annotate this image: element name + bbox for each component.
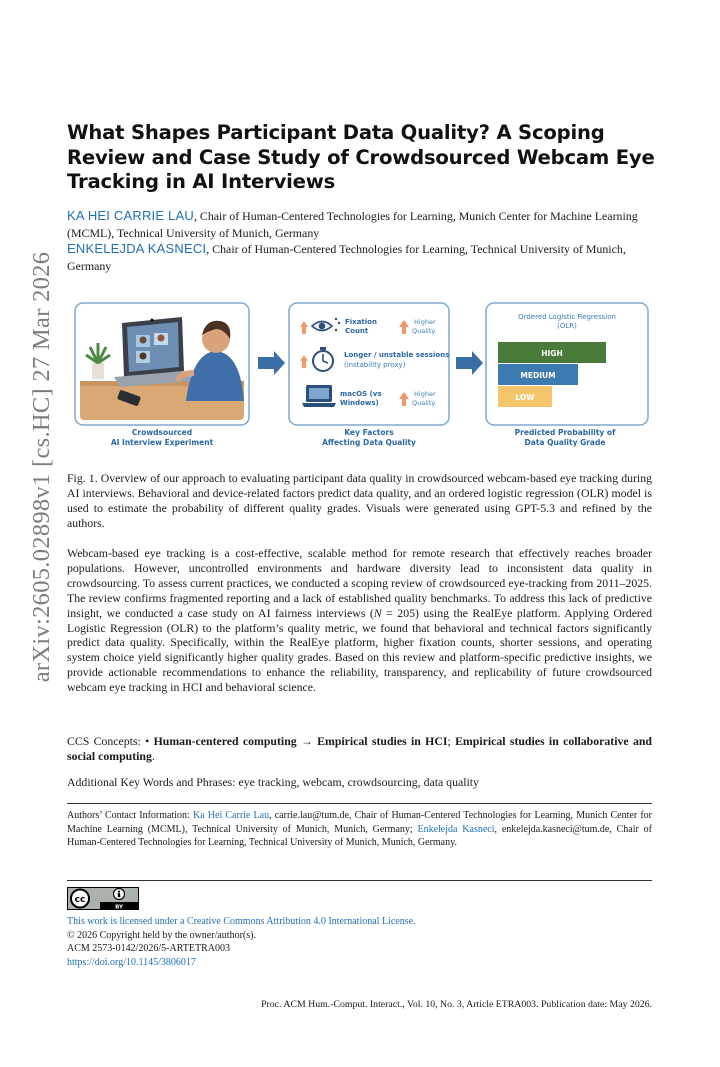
copyright-line: © 2026 Copyright held by the owner/author(s). xyxy=(67,929,256,941)
cc-icon xyxy=(71,890,89,908)
panel3-label-line2: Data Quality Grade xyxy=(524,438,606,447)
contact-label: Authors’ Contact Information: xyxy=(67,810,193,821)
author-1-link[interactable]: Ka Hei Carrie Lau xyxy=(192,810,270,821)
author-name[interactable]: ENKELEJDA KASNECI xyxy=(67,241,207,256)
factor-text-line2: Windows) xyxy=(340,399,379,407)
grade-label-medium: MEDIUM xyxy=(520,371,556,380)
doi-link[interactable]: https://doi.org/10.1145/3806017 xyxy=(67,956,196,968)
panel2-label-line2: Affecting Data Quality xyxy=(322,438,416,447)
sample-size-symbol: N xyxy=(373,605,382,620)
panel-interview-experiment xyxy=(75,303,249,447)
keywords: Additional Key Words and Phrases: eye tracking, webcam, crowdsourcing, data quality xyxy=(67,775,479,789)
olr-title-line2: (OLR) xyxy=(557,322,577,330)
abstract xyxy=(67,546,652,695)
panel1-label-line1: Crowdsourced xyxy=(131,428,193,437)
panel1-label-line2: AI Interview Experiment xyxy=(110,438,214,447)
olr-title-line1: Ordered Logistic Regression xyxy=(518,313,616,321)
license-block xyxy=(67,915,652,969)
factor-text-line1: macOS (vs xyxy=(340,390,382,398)
cc-by-badge-graphic xyxy=(67,887,139,910)
author-affiliation: , Chair of Human-Centered Technologies for Learning, Technical University of Munich, Germany xyxy=(67,242,626,273)
cc-badge-by: BY xyxy=(115,904,123,910)
contact-details-1: , carrie.lau@tum.de, Chair of Human-Centered Technologies for Learning, Munich Center for Machine Learning (MCML), Technical University of Munich, Munich, Germany; xyxy=(67,810,652,835)
ccs-bullet: • xyxy=(145,734,154,748)
ccs-label: CCS Concepts: xyxy=(67,734,146,748)
abstract-text-part1: Webcam-based eye tracking is a cost-effective, scalable method for remote research that effectively reaches broader populations. However, uncontrolled environments and hardware diversity lead to inconsistent data quality in crowdsourcing. To assess current practices, we conducted a scoping review of crowdsourced eye-tracking from 2011–2025. The review confirms fragmented reporting and a lack of established quality benchmarks. To address this lack of predictive insight, we conducted a case study on AI fairness interviews ( xyxy=(67,546,652,620)
cc-by-badge[interactable] xyxy=(67,887,139,910)
contact-details-2: , enkelejda.kasneci@tum.de, Chair of Human-Centered Technologies for Learning, Technical University of Munich, Munich, Germany. xyxy=(67,823,653,849)
author-name[interactable]: KA HEI CARRIE LAU xyxy=(67,208,194,223)
ccs-end: . xyxy=(151,749,155,763)
panel2-label-line1: Key Factors xyxy=(344,428,394,437)
ccs-item-1: Human-centered computing xyxy=(153,734,297,748)
ccs-separator: ; xyxy=(447,734,456,748)
abstract-text-part2: = 205) using the RealEye platform. Applying Ordered Logistic Regression (OLR) to the platform’s quality metric, we found that behavioral and technical factors significantly predict data quality. Specifically, within the RealEye platform, higher fixation counts, shorter sessions, and operating system choice yield significantly higher quality grades. Based on this review and platform-specific predictive insights, we provide actionable recommendations to enhance the reliability, transparency, and replicability of future crowdsourced webcam eye tracking in HCI and behavioral science. xyxy=(67,605,652,695)
laptop-icon xyxy=(302,385,336,407)
author-2 xyxy=(67,241,657,274)
panel-olr xyxy=(486,303,648,447)
figure-1-graphic xyxy=(74,301,650,453)
factor-text-line1: Longer / unstable sessions xyxy=(344,351,450,359)
license-divider xyxy=(67,880,652,881)
effect-text-line2: Quality xyxy=(412,327,436,335)
flow-arrow-1 xyxy=(258,351,285,375)
factor-text-line2: Count xyxy=(345,327,369,335)
ccs-arrow: → xyxy=(296,734,318,748)
figure-caption: Fig. 1. Overview of our approach to evaluating participant data quality in crowdsourced webcam-based eye tracking during AI interviews. Behavioral and device-related factors predict data quality, and an ordered logistic regression (OLR) model is used to estimate the probability of different quality grades. Visuals were generated using GPT-5.3 and refined by the authors. xyxy=(67,471,652,530)
issn-line: ACM 2573-0142/2026/5-ARTETRA003 xyxy=(67,943,231,955)
page-footer: Proc. ACM Hum.-Comput. Interact., Vol. 10, No. 3, Article ETRA003. Publication date: May 2026. xyxy=(261,999,652,1010)
factor-text-line1: Fixation xyxy=(345,318,377,326)
effect-text-line1: Higher xyxy=(414,390,436,398)
contact-divider xyxy=(67,803,652,804)
grade-label-low: LOW xyxy=(515,393,535,402)
ccs-item-2: Empirical studies in HCI xyxy=(317,734,448,748)
contact-information xyxy=(67,809,652,850)
flow-arrow-2 xyxy=(456,351,483,375)
panel-key-factors xyxy=(289,303,449,447)
ccs-concepts xyxy=(67,734,652,764)
author-2-link[interactable]: Enkelejda Kasneci xyxy=(417,823,495,835)
ccs-item-3: Empirical studies in collaborative and social computing xyxy=(67,734,652,763)
paper-title: What Shapes Participant Data Quality? A Scoping Review and Case Study of Crowdsourced Webcam Eye Tracking in AI Interviews xyxy=(67,121,655,193)
author-1 xyxy=(67,208,657,241)
license-link[interactable]: This work is licensed under a Creative Commons Attribution 4.0 International License. xyxy=(67,916,416,927)
figure-1 xyxy=(74,301,650,453)
arxiv-id: arXiv:2605.02898v1 [cs.HC] 27 Mar 2026 xyxy=(28,251,55,683)
author-list xyxy=(67,208,657,274)
author-affiliation: , Chair of Human-Centered Technologies for Learning, Munich Center for Machine Learning (MCML), Technical University of Munich, Germany xyxy=(67,209,638,240)
factor-text-line2: (instability proxy) xyxy=(344,361,406,369)
arxiv-sidebar-stamp xyxy=(22,251,62,683)
effect-text-line1: Higher xyxy=(414,318,436,326)
effect-text-line2: Quality xyxy=(412,399,436,407)
panel3-label-line1: Predicted Probability of xyxy=(514,428,616,437)
grade-label-high: HIGH xyxy=(541,349,563,358)
attribution-person-icon xyxy=(114,889,125,900)
svg-text:cc: cc xyxy=(74,895,86,905)
